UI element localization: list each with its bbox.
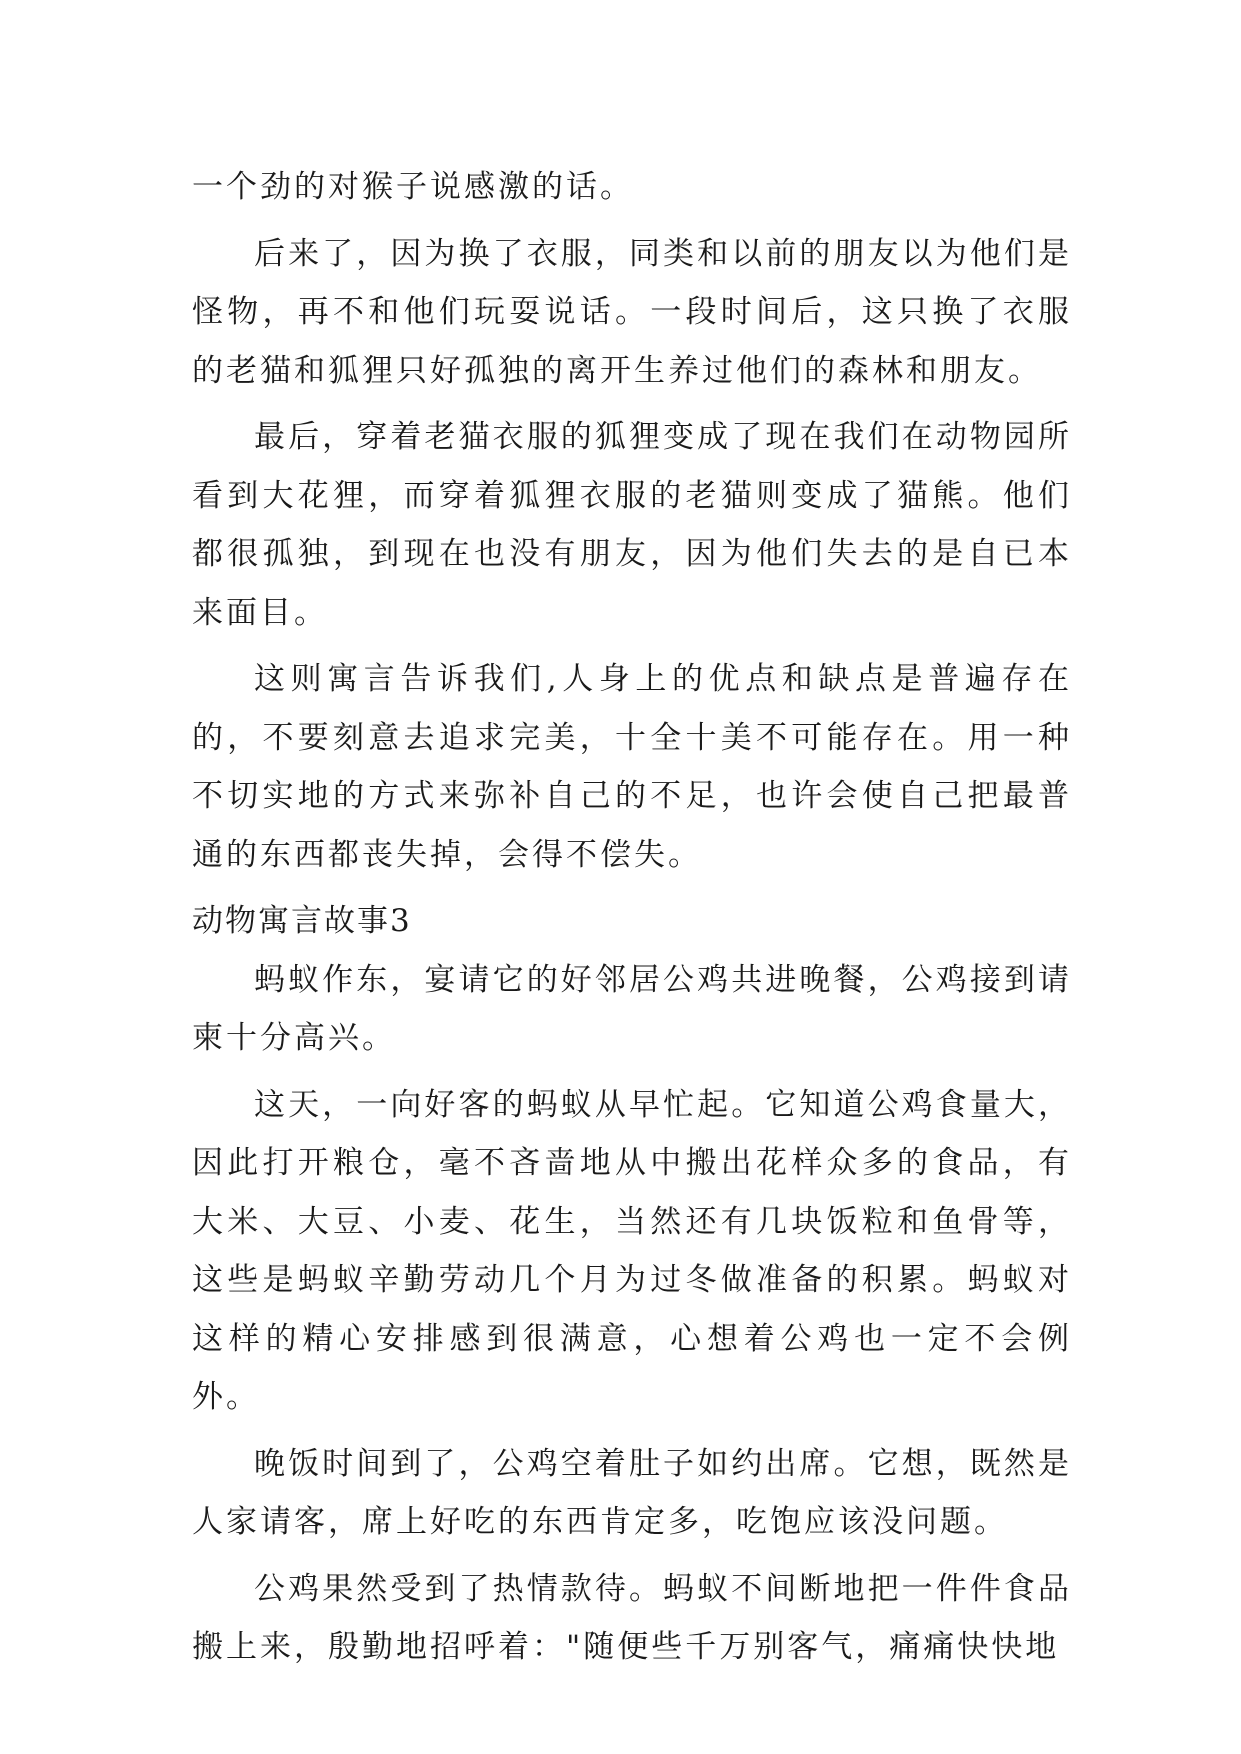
paragraph: 最后，穿着老猫衣服的狐狸变成了现在我们在动物园所看到大花狸，而穿着狐狸衣服的老猫则变成了猫熊。他们都很孤独，到现在也没有朋友，因为他们失去的是自已本来面目。 [192,419,1072,631]
document-body [192,158,1072,1685]
paragraph: 这天，一向好客的蚂蚁从早忙起。它知道公鸡食量大，因此打开粮仓，毫不吝啬地从中搬出花样众多的食品，有大米、大豆、小麦、花生，当然还有几块饭粒和鱼骨等，这些是蚂蚁辛勤劳动几个月为过冬做准备的积累。蚂蚁对这样的精心安排感到很满意，心想着公鸡也一定不会例外。 [192,1086,1072,1415]
paragraph: 晚饭时间到了，公鸡空着肚子如约出席。它想，既然是人家请客，席上好吃的东西肯定多，吃饱应该没问题。 [192,1445,1072,1540]
paragraph: 公鸡果然受到了热情款待。蚂蚁不间断地把一件件食品搬上来，殷勤地招呼着："随便些千万别客气，痛痛快快地 [192,1570,1072,1665]
paragraph: 一个劲的对猴子说感激的话。 [192,169,634,205]
paragraph: 蚂蚁作东，宴请它的好邻居公鸡共进晚餐，公鸡接到请柬十分高兴。 [192,961,1072,1056]
section-heading: 动物寓言故事3 [192,903,412,939]
paragraph: 这则寓言告诉我们,人身上的优点和缺点是普遍存在的，不要刻意去追求完美，十全十美不可能存在。用一种不切实地的方式来弥补自己的不足，也许会使自己把最普通的东西都丧失掉，会得不偿失。 [192,661,1072,873]
paragraph: 后来了，因为换了衣服，同类和以前的朋友以为他们是怪物，再不和他们玩耍说话。一段时间后，这只换了衣服的老猫和狐狸只好孤独的离开生养过他们的森林和朋友。 [192,235,1072,389]
